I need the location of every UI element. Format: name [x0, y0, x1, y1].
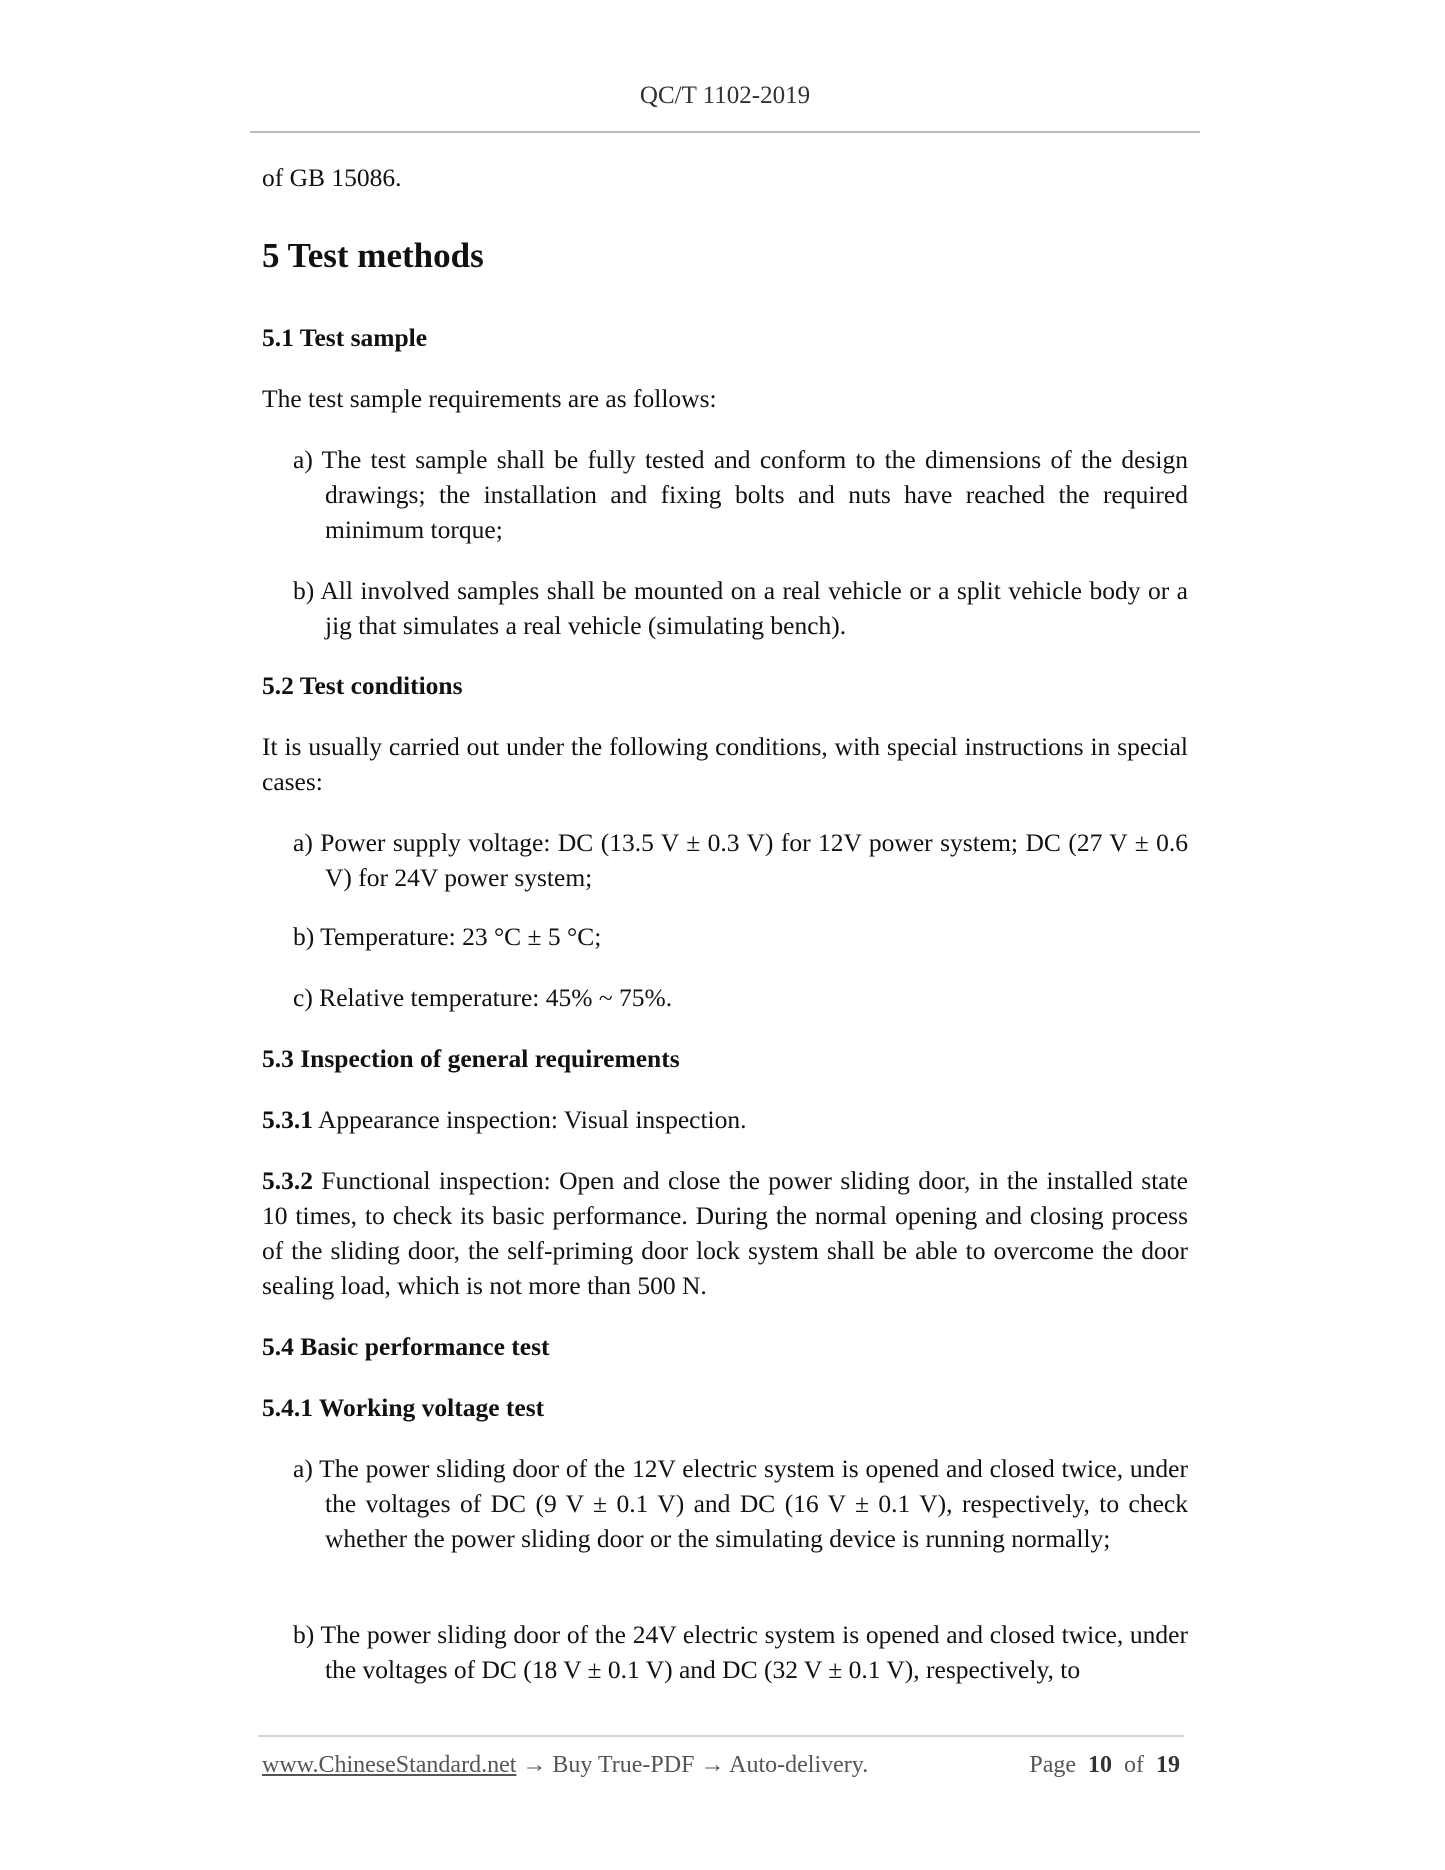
list-item-5-4-1-b: b) The power sliding door of the 24V electric system is opened and closed twice, under the voltages of DC (18 V ± 0.1 V) and DC (32 V ± 0.1 V), respectively, to	[293, 1620, 1188, 1684]
heading-5-3: 5.3 Inspection of general requirements	[262, 1044, 680, 1073]
site-link[interactable]: www.ChineseStandard.net	[262, 1752, 517, 1778]
list-item-5-4-1-a: a) The power sliding door of the 12V electric system is opened and closed twice, under the voltages of DC (9 V ± 0.1 V) and DC (16 V ± 0.1 V), respectively, to check whether the power sliding door or the simulating device is running normally;	[293, 1454, 1188, 1553]
intro-fragment: of GB 15086.	[262, 163, 402, 192]
list-item-5-2-a: a) Power supply voltage: DC (13.5 V ± 0.3 V) for 12V power system; DC (27 V ± 0.6 V) for 24V power system;	[293, 828, 1188, 892]
section-title: 5 Test methods	[262, 236, 484, 275]
page-number: 10	[1088, 1752, 1112, 1778]
list-item-5-1-a: a) The test sample shall be fully tested and conform to the dimensions of the design drawings; the installation and fixing bolts and nuts have reached the required minimum torque;	[293, 445, 1188, 544]
list-item-5-2-b: b) Temperature: 23 °C ± 5 °C;	[293, 922, 602, 951]
paragraph-5-3-2	[262, 1163, 1188, 1303]
of-label: of	[1124, 1752, 1144, 1778]
heading-5-4: 5.4 Basic performance test	[262, 1332, 550, 1361]
clause-number-5-3-2: 5.3.2	[262, 1166, 313, 1195]
list-item-5-2-c: c) Relative temperature: 45% ~ 75%.	[293, 983, 673, 1012]
clause-number-5-3-1: 5.3.1	[262, 1105, 313, 1134]
clause-text-5-3-1: Appearance inspection: Visual inspection.	[313, 1105, 747, 1134]
footer-buy-text: Buy True-PDF	[546, 1752, 701, 1778]
page-indicator	[1029, 1752, 1180, 1779]
paragraph-5-3-1	[262, 1102, 1188, 1137]
footer-promo	[262, 1752, 868, 1779]
footer-delivery-text: Auto-delivery.	[724, 1752, 869, 1778]
page-total: 19	[1156, 1752, 1180, 1778]
list-item-5-1-b: b) All involved samples shall be mounted on a real vehicle or a split vehicle body or a jig that simulates a real vehicle (simulating bench).	[293, 576, 1188, 640]
arrow-right-icon: →	[522, 1752, 547, 1778]
heading-5-1: 5.1 Test sample	[262, 323, 428, 352]
footer-divider	[258, 1735, 1184, 1737]
running-header: QC/T 1102-2019	[639, 82, 811, 109]
header-divider	[250, 131, 1200, 133]
heading-5-2: 5.2 Test conditions	[262, 671, 463, 700]
clause-text-5-3-2: Functional inspection: Open and close the power sliding door, in the installed state 10 times, to check its basic performance. During the normal opening and closing process of the sliding door, the self-priming door lock system shall be able to overcome the door sealing load, which is not more than 500 N.	[262, 1166, 1188, 1300]
paragraph-5-2-lead: It is usually carried out under the following conditions, with special instructions in special cases:	[262, 732, 1188, 796]
heading-5-4-1: 5.4.1 Working voltage test	[262, 1393, 545, 1422]
arrow-right-icon: →	[700, 1752, 725, 1778]
page-label: Page	[1029, 1752, 1076, 1778]
paragraph-5-1-lead: The test sample requirements are as follows:	[262, 384, 717, 413]
